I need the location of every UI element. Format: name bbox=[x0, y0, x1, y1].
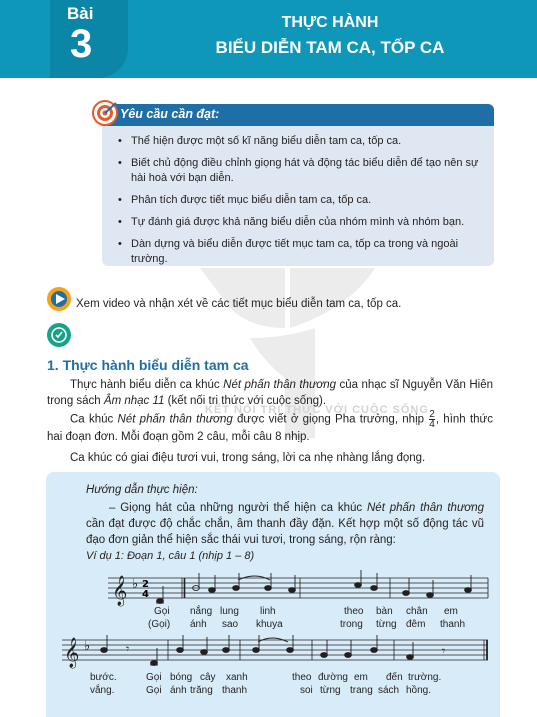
lyric: nắng bbox=[190, 606, 213, 617]
requirements-list bbox=[118, 134, 488, 274]
lyric: chân bbox=[406, 606, 428, 617]
lyric: bóng bbox=[170, 672, 193, 683]
lesson-title-line2: BIỂU DIỄN TAM CA, TỐP CA bbox=[215, 38, 445, 57]
paragraph: Ca khúc Nét phấn thân thương được viết ở giọng Pha trưởng, nhịp $\frac{2}{4}$ , hình thức hai đoạn đơn. Mỗi đoạn gồm 2 câu, mỗi câu 8 nhịp. bbox=[47, 409, 493, 443]
lyric: Gọi bbox=[146, 685, 162, 696]
video-icon[interactable] bbox=[46, 286, 72, 312]
lyric: đến bbox=[386, 672, 403, 683]
watermark-text: KẾT NỐI TRI THỨC VỚI CUỘC SỐNG bbox=[205, 404, 429, 416]
lyric: bàn bbox=[376, 606, 393, 617]
lyric: từng bbox=[320, 685, 341, 696]
music-score bbox=[60, 566, 500, 717]
lesson-number: 3 bbox=[70, 22, 93, 66]
lyric: em bbox=[354, 672, 368, 683]
lyric: khuya bbox=[256, 619, 283, 630]
treble-clef: 𝄞 bbox=[112, 576, 128, 606]
svg-text:𝄾: 𝄾 bbox=[442, 644, 446, 658]
time-signature-fraction: $\frac{2}{4}$ bbox=[429, 409, 435, 430]
time-signature-top: 2 bbox=[142, 579, 149, 590]
paragraph: Thực hành biểu diễn ca khúc Nét phấn thân thương của nhạc sĩ Nguyễn Văn Hiên trong sách Âm nhạc 11 (kết nối tri thức với cuộc sống). bbox=[47, 379, 493, 407]
lyric: sách bbox=[378, 685, 400, 696]
lyric: linh bbox=[260, 606, 276, 617]
requirement-item: • Phân tích được tiết mục biểu diễn tam ca, tốp ca. bbox=[118, 193, 488, 208]
lyric: xanh bbox=[226, 672, 248, 683]
lyric: trường. bbox=[408, 672, 442, 683]
lyric: Gọi bbox=[154, 606, 170, 617]
target-icon bbox=[92, 100, 118, 126]
lyric: từng bbox=[376, 619, 397, 630]
lesson-word: Bài bbox=[67, 4, 94, 23]
treble-clef: 𝄞 bbox=[64, 638, 80, 668]
lyric: thanh bbox=[222, 685, 248, 696]
requirements-title: Yêu cầu cần đạt: bbox=[120, 107, 220, 121]
guidance-title: Hướng dẫn thực hiện: bbox=[86, 484, 198, 496]
lyric: đường bbox=[318, 672, 348, 683]
guidance-text: – Giọng hát của những người thể hiện ca khúc Nét phấn thân thương cần đạt được độ chắc chắn, âm thanh đầy đặn. Kết hợp một số động tác vũ đạo đơn giản thể hiện sắc thái vui tươi, trong sáng, rộn ràng: bbox=[86, 502, 484, 546]
requirement-item: • Biết chủ động điều chỉnh giọng hát và động tác biểu diễn để tạo nên sự hài hoà với bạn diễn. bbox=[118, 156, 488, 186]
lyric: trang bbox=[350, 685, 373, 696]
lyric: theo bbox=[344, 606, 364, 617]
requirement-item: • Thể hiện được một số kĩ năng biểu diễn tam ca, tốp ca. bbox=[118, 134, 488, 149]
music-staves bbox=[60, 566, 500, 717]
requirement-item: • Dàn dựng và biểu diễn được tiết mục tam ca, tốp ca trong và ngoài trường. bbox=[118, 237, 488, 267]
svg-text:♭: ♭ bbox=[132, 577, 139, 592]
lyric: Gọi bbox=[146, 672, 162, 683]
lyric: em bbox=[444, 606, 458, 617]
lyric: ánh bbox=[170, 685, 187, 696]
lyric: cây bbox=[200, 672, 216, 683]
svg-text:𝄾: 𝄾 bbox=[126, 642, 130, 656]
lyric: trong bbox=[340, 619, 363, 630]
lyric: bước. bbox=[90, 672, 117, 683]
lyric: vắng. bbox=[90, 685, 115, 696]
lyric: (Gọi) bbox=[148, 619, 171, 630]
time-signature-bottom: 4 bbox=[142, 589, 149, 600]
lyric: hồng. bbox=[406, 685, 432, 696]
lyric: sao bbox=[222, 619, 239, 630]
svg-text:♭: ♭ bbox=[84, 639, 91, 654]
lyric: soi bbox=[300, 685, 313, 696]
section-title: 1. Thực hành biểu diễn tam ca bbox=[47, 357, 249, 373]
lyric: thanh bbox=[440, 619, 466, 630]
lyric: theo bbox=[292, 672, 312, 683]
lesson-title-line1: THỰC HÀNH bbox=[281, 14, 379, 31]
requirement-item: • Tự đánh giá được khả năng biểu diễn của nhóm mình và nhóm bạn. bbox=[118, 215, 488, 230]
practice-icon bbox=[46, 322, 72, 348]
video-instruction: Xem video và nhận xét về các tiết mục biểu diễn tam ca, tốp ca. bbox=[76, 298, 402, 310]
paragraph: Ca khúc có giai điệu tươi vui, trong sáng, lời ca nhẹ nhàng lắng đọng. bbox=[70, 452, 426, 464]
lyric: trăng bbox=[190, 685, 213, 696]
example-label: Ví dụ 1: Đoạn 1, câu 1 (nhịp 1 – 8) bbox=[86, 550, 255, 562]
lyric: lung bbox=[220, 606, 239, 617]
lyric: ánh bbox=[190, 619, 207, 630]
lyric: đêm bbox=[406, 619, 426, 630]
